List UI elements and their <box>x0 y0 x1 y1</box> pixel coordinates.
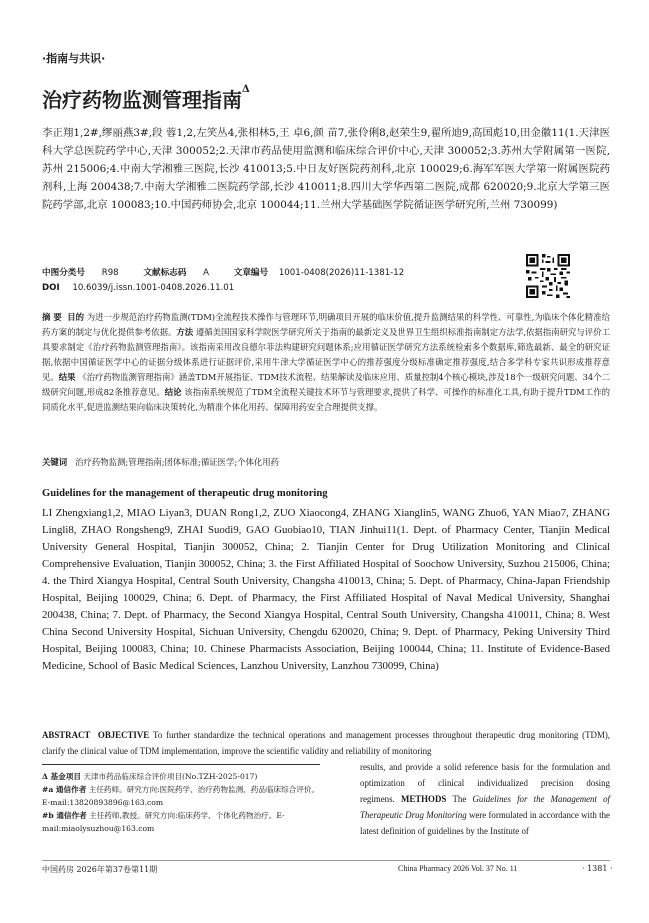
doi-value: 10.6039/j.issn.1001-0408.2026.11.01 <box>72 283 235 293</box>
section-label: ·指南与共识· <box>42 52 106 65</box>
authors-affiliations-cn: 李正翔1,2#,缪丽燕3#,段 蓉1,2,左笑丛4,张相林5,王 卓6,颜 苗7,张伶俐8,赵荣生9,翟所迪9,高国彪10,田金徽11(1.天津医科大学总医院药学中心,天津 300052;2.天津市药品使用监测和临床综合评价中心,天津 300052;3.苏州大学附属第一医院,苏州 215006;4.中南大学湘雅三医院,长沙 410013;5.中日友好医院药剂科,北京 100029;6.海军军医大学第一附属医院药剂科,上海 200438;7.中南大学湘雅二医院药学部,长沙 410011;8.四川大学华西第二医院,成都 620020;9.北京大学第三医院药学部,北京 100083;10.中国药师协会,北京 100044;11.兰州大学基础医学院循证医学研究所,兰州 730099) <box>42 127 610 211</box>
footnote-corr1-label: #a 通信作者 <box>42 785 87 794</box>
abstract-cn-conclusion: 该指南系统规范了TDM全流程关键技术环节与管理要求,提供了科学、可操作的标准化工具,有助于提升TDM工作的同质化水平,促进监测结果向临床决策转化,为精准个体化用药、保障用药安全合理提供支撑。 <box>42 387 610 412</box>
clc-value: R98 <box>101 268 119 278</box>
abstract-en-continued <box>360 759 610 839</box>
meta-classification <box>42 266 404 278</box>
abstract-cn-methods-label: 方法 <box>176 327 194 337</box>
abstract-cn-objective: 为进一步规范治疗药物监测(TDM)全流程技术操作与管理环节,明确项目开展的临床价值,提升监测结果的科学性、可靠性,为临床个体化精准给药方案的制定与优化提供参考依据。 <box>42 312 611 337</box>
keywords-label: 关键词 <box>42 457 68 467</box>
doi-label: DOI <box>42 283 60 293</box>
footnote-corr2-label: #b 通信作者 <box>42 811 87 820</box>
footnote-corr1 <box>42 783 320 809</box>
abstract-cn-objective-label: 目的 <box>67 312 85 322</box>
footnote-corr2 <box>42 809 320 835</box>
footer-journal-en: China Pharmacy 2026 Vol. 37 No. 11 <box>398 864 518 873</box>
abstract-en-start <box>42 727 610 759</box>
abstract-cn-conclusion-label: 结论 <box>164 387 182 397</box>
keywords-cn <box>42 456 279 468</box>
doc-code-value: A <box>203 268 209 278</box>
abstract-cn-label: 摘 要 <box>42 312 62 322</box>
abstract-en-objective-part2: results, and provide a solid reference basis for the formulation and optimization of clinical individualized precision dosing regimens. <box>360 762 610 804</box>
abstract-en-label: ABSTRACT <box>42 730 91 740</box>
footnote-corr2-text: 主任药师,教授。研究方向:临床药学、个体化药物治疗。E-mail:miaolysuzhou@163.com <box>42 811 285 833</box>
article-title-en: Guidelines for the management of therapeutic drug monitoring <box>42 488 328 499</box>
fund-mark: Δ <box>242 84 250 95</box>
abstract-en-methods-suffix: were formulated in accordance with the latest definition of guidelines by the Institute of <box>360 810 610 836</box>
footnotes <box>42 770 320 835</box>
abstract-en-objective-part1: To further standardize the technical operations and management processes throughout therapeutic drug monitoring (TDM), clarify the clinical value of TDM implementation, improve the scientific validity and reliability of monitoring <box>42 730 611 756</box>
abstract-cn-results: 《治疗药物监测管理指南》涵盖TDM开展指征、TDM技术流程、结果解读及临床应用、质量控制4个核心模块,涉及18个一级研究问题、34个二级研究问题,形成82条推荐意见。 <box>42 372 611 397</box>
abstract-en-objective-label: OBJECTIVE <box>97 730 150 740</box>
abstract-en-methods-label: METHODS <box>400 794 447 804</box>
keywords-text: 治疗药物监测;管理指南;团体标准;循证医学;个体化用药 <box>75 457 280 467</box>
article-no-label: 文章编号 <box>233 268 269 278</box>
footnote-fund-text: 天津市药品临床综合评价项目(No.TZH-2025-017) <box>83 772 258 781</box>
footnote-corr1-text: 主任药师。研究方向:医院药学、治疗药物监测、药品临床综合评价。E-mail:13820893896@163.com <box>42 785 320 807</box>
footnote-divider <box>42 764 320 765</box>
footnote-fund-label: Δ 基金项目 <box>42 772 81 781</box>
clc-label: 中图分类号 <box>42 268 85 278</box>
article-title-cn <box>42 84 250 113</box>
abstract-cn <box>42 310 610 415</box>
doc-code-label: 文献标志码 <box>143 268 187 278</box>
qr-code-icon[interactable] <box>526 254 570 298</box>
abstract-cn-methods: 遵循美国国家科学院医学研究所关于指南的最新定义及世界卫生组织标准指南制定方法学,依据指南研究与评价工具要求制定《治疗药物监测管理指南》。该指南采用改良德尔菲法构建研究问题体系;应用循证医学研究方法系统检索多个数据库,筛选最新、最全的研究证据,依据中国循证医学中心的证据分级体系进行证据评价,采用牛津大学循证医学中心的推荐强度分级标准确定推荐强度,结合多学科专家共识形成推荐意见。 <box>42 327 610 382</box>
footnote-fund <box>42 770 320 783</box>
meta-doi <box>42 283 234 293</box>
footer-divider <box>42 860 610 861</box>
authors-affiliations-en: LI Zhengxiang1,2, MIAO Liyan3, DUAN Rong1,2, ZUO Xiaocong4, ZHANG Xianglin5, WANG Zhuo6, YAN Miao7, ZHANG Lingli8, ZHAO Rongsheng9, ZHAI Suodi9, GAO Guobiao10, TIAN Jinhui11(1. Dept. of Pharmacy Center, Tianjin Medical University General Hospital, Tianjin 300052, China; 2. Tianjin Center for Drug Utilization Monitoring and Clinical Comprehensive Evaluation, Tianjin 300052, China; 3. the First Affiliated Hospital of Soochow University, Suzhou 215006, China; 4. the Third Xiangya Hospital, Central South University, Changsha 410013, China; 5. Dept. of Pharmacy, China-Japan Friendship Hospital, Beijing 100029, China; 6. Dept. of Pharmacy, the First Affiliated Hospital of Naval Medical University, Shanghai 200438, China; 7. Dept. of Pharmacy, the Second Xiangya Hospital, Central South University, Changsha 410011, China; 8. West China Second University Hospital, Sichuan University, Chengdu 620020, China; 9. Dept. of Pharmacy, Peking University Third Hospital, Beijing 100083, China; 10. Chinese Pharmacists Association, Beijing 100044, China; 11. Institute of Evidence-Based Medicine, School of Basic Medical Sciences, Lanzhou University, Lanzhou 730099, China) <box>42 507 610 672</box>
page-number: · 1381 · <box>582 864 613 873</box>
abstract-en-methods-prefix: The <box>452 794 467 804</box>
abstract-cn-results-label: 结果 <box>58 372 76 382</box>
article-no-value: 1001-0408(2026)11-1381-12 <box>278 268 405 278</box>
footer-journal-cn: 中国药房 2026年第37卷第11期 <box>42 865 158 874</box>
article-title-cn-text: 治疗药物监测管理指南 <box>42 88 242 112</box>
guideline-title-italic: Guidelines for the Management of Therapeutic Drug Monitoring <box>360 794 611 820</box>
